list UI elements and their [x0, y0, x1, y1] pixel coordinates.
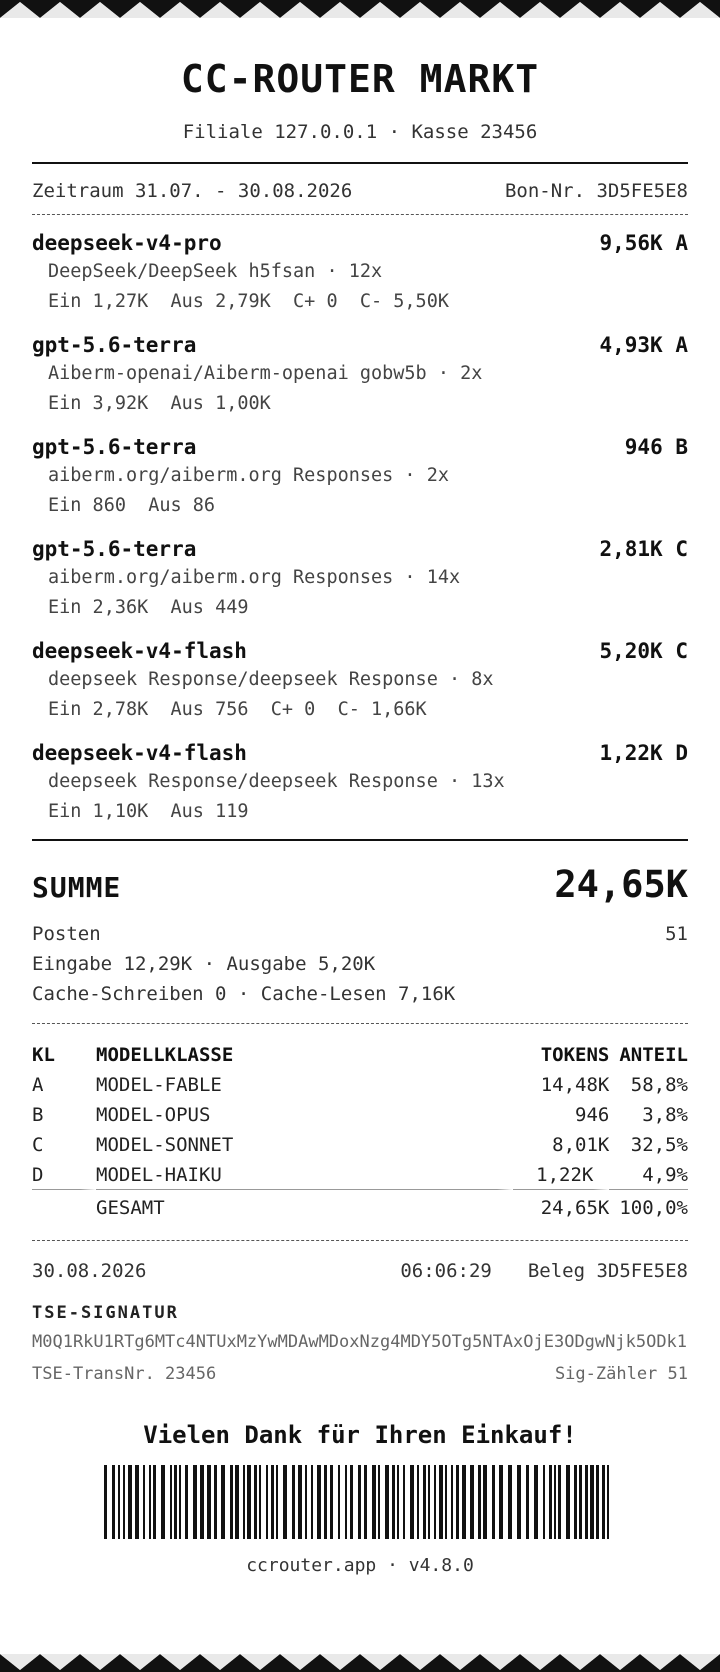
- item-amount: 4,93K A: [599, 333, 688, 357]
- receipt-beleg: Beleg 3D5FE5E8: [527, 1260, 688, 1282]
- row-model: MODEL-FABLE: [96, 1074, 222, 1096]
- item-provider: deepseek Response/deepseek Response · 13x: [48, 771, 505, 792]
- row-kl: C: [32, 1134, 44, 1156]
- table-row: [32, 1100, 688, 1130]
- dashed-divider: [32, 1240, 688, 1241]
- store-subtitle: Filiale 127.0.0.1 · Kasse 23456: [182, 121, 538, 143]
- item-stats: Ein 860 Aus 86: [48, 495, 216, 516]
- line-item: [32, 535, 688, 623]
- row-model: MODEL-SONNET: [96, 1134, 234, 1156]
- zigzag-top-edge: [0, 0, 720, 18]
- summary-total: 24,65K: [554, 863, 688, 906]
- table-row: [32, 1130, 688, 1160]
- receipt-time: 06:06:29: [400, 1260, 492, 1282]
- item-provider: DeepSeek/DeepSeek h5fsan · 12x: [48, 261, 383, 282]
- table-row: [32, 1160, 688, 1190]
- sig-counter: Sig-Zähler 51: [554, 1364, 688, 1384]
- item-provider: Aiberm-openai/Aiberm-openai gobw5b · 2x: [48, 363, 483, 384]
- row-share: 32,5%: [630, 1134, 688, 1156]
- io-summary: Eingabe 12,29K · Ausgabe 5,20K: [32, 953, 376, 975]
- summary-label: SUMME: [32, 871, 122, 904]
- item-model: gpt-5.6-terra: [32, 537, 197, 561]
- table-row: [32, 1070, 688, 1100]
- item-model: deepseek-v4-flash: [32, 741, 247, 765]
- thank-you-message: Vielen Dank für Ihren Einkauf!: [143, 1421, 577, 1449]
- receipt: [32, 18, 688, 1579]
- row-model: MODEL-OPUS: [96, 1104, 211, 1126]
- model-class-table: [32, 1040, 688, 1226]
- item-stats: Ein 2,78K Aus 756 C+ 0 C- 1,66K: [48, 699, 427, 720]
- receipt-meta: [32, 180, 688, 206]
- table-header-row: [32, 1040, 688, 1070]
- posten-label: Posten: [32, 923, 101, 945]
- dashed-divider: [32, 1023, 688, 1024]
- total-share: 100,0%: [619, 1197, 688, 1219]
- col-share: ANTEIL: [619, 1044, 688, 1066]
- item-model: gpt-5.6-terra: [32, 435, 197, 459]
- item-model: deepseek-v4-flash: [32, 639, 247, 663]
- tse-title: TSE-SIGNATUR: [32, 1303, 179, 1323]
- row-share: 4,9%: [609, 1160, 688, 1190]
- item-amount: 5,20K C: [599, 639, 688, 663]
- item-amount: 946 B: [624, 435, 688, 459]
- item-model: gpt-5.6-terra: [32, 333, 197, 357]
- item-provider: deepseek Response/deepseek Response · 8x: [48, 669, 494, 690]
- line-item: [32, 331, 688, 419]
- summary-header: [32, 863, 688, 911]
- row-tokens: 8,01K: [552, 1134, 610, 1156]
- col-kl: KL: [32, 1044, 55, 1066]
- posten-row: [32, 919, 688, 949]
- row-tokens: 946: [575, 1104, 610, 1126]
- line-item: [32, 433, 688, 521]
- summary-divider: [32, 839, 688, 841]
- item-stats: Ein 2,36K Aus 449: [48, 597, 249, 618]
- app-version: ccrouter.app · v4.8.0: [246, 1555, 474, 1576]
- tse-info-row: [32, 1361, 688, 1387]
- row-kl: B: [32, 1104, 44, 1126]
- total-label: GESAMT: [96, 1197, 165, 1219]
- datetime-row: [32, 1257, 688, 1285]
- item-stats: Ein 1,27K Aus 2,79K C+ 0 C- 5,50K: [48, 291, 449, 312]
- cache-summary: Cache-Schreiben 0 · Cache-Lesen 7,16K: [32, 983, 456, 1005]
- dashed-divider: [32, 214, 688, 215]
- row-tokens: 1,22K: [513, 1160, 609, 1190]
- col-model: MODELLKLASSE: [96, 1044, 234, 1066]
- posten-value: 51: [665, 923, 688, 945]
- row-kl: A: [32, 1074, 44, 1096]
- store-name: CC-ROUTER MARKT: [180, 57, 540, 101]
- tse-transaction: TSE-TransNr. 23456: [32, 1364, 217, 1384]
- barcode-image: [104, 1465, 616, 1539]
- item-amount: 9,56K A: [599, 231, 688, 255]
- item-stats: Ein 3,92K Aus 1,00K: [48, 393, 271, 414]
- item-amount: 2,81K C: [599, 537, 688, 561]
- item-provider: aiberm.org/aiberm.org Responses · 14x: [48, 567, 461, 588]
- period: Zeitraum 31.07. - 30.08.2026: [32, 180, 353, 202]
- receipt-date: 30.08.2026: [32, 1260, 147, 1282]
- item-stats: Ein 1,10K Aus 119: [48, 801, 249, 822]
- line-item: [32, 739, 688, 827]
- item-provider: aiberm.org/aiberm.org Responses · 2x: [48, 465, 449, 486]
- item-model: deepseek-v4-pro: [32, 231, 222, 255]
- item-amount: 1,22K D: [599, 741, 688, 765]
- col-tokens: TOKENS: [540, 1044, 610, 1066]
- row-tokens: 14,48K: [540, 1074, 610, 1096]
- total-tokens: 24,65K: [540, 1197, 610, 1219]
- row-share: 3,8%: [642, 1104, 688, 1126]
- bon-number: Bon-Nr. 3D5FE5E8: [504, 180, 688, 202]
- line-item: [32, 637, 688, 725]
- row-kl: D: [32, 1160, 96, 1190]
- zigzag-bottom-edge: [0, 1654, 720, 1672]
- item-list: [32, 229, 688, 827]
- header-divider: [32, 162, 688, 164]
- tse-signature: M0Q1RkU1RTg6MTc4NTUxMzYwMDAwMDoxNzg4MDY5OTg5NTAxOjE3ODgwNjk5ODk1: [32, 1332, 688, 1352]
- row-model: MODEL-HAIKU: [96, 1160, 513, 1190]
- table-total-row: [32, 1190, 688, 1226]
- line-item: [32, 229, 688, 317]
- row-share: 58,8%: [630, 1074, 688, 1096]
